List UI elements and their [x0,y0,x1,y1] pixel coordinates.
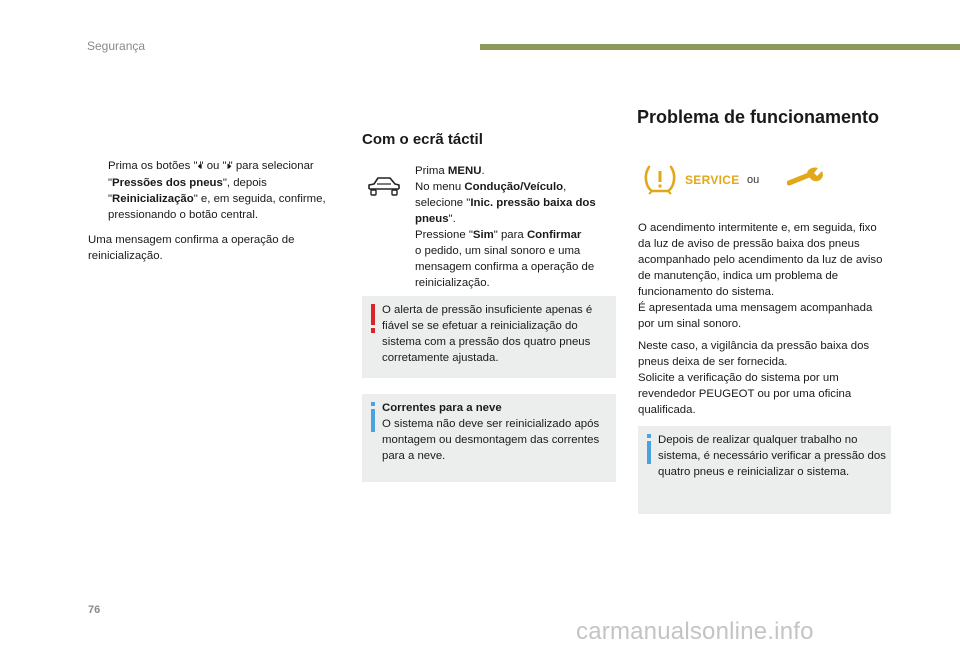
snow-chains-text: O sistema não deve ser reinicializado após montagem ou desmontagem das correntes para a neve. [382,418,600,462]
page-number: 76 [88,604,101,616]
info-icon [646,434,652,464]
warning-text: O alerta de pressão insuficiente apenas é fiável se se efetuar a reinicialização do sistema com a pressão dos quatro pneus corretamente ajustada. [382,304,593,364]
watermark: carmanualsonline.info [576,618,814,645]
next-buttons-icon: ⏵⏵ [226,162,229,171]
reset-info-box [638,426,891,514]
malfunction-heading: Problema de funcionamento [637,107,880,127]
tyre-pressure-warning-icon [643,163,677,195]
snow-chains-info-box [362,394,616,482]
touchscreen-instructions: Prima MENU. No menu Condução/Veículo, selecione "Inic. pressão baixa dos pneus". Pressione "Sim" para Confirmar o pedido, um sinal sonoro e uma mensagem confirma a operação de reinicialização. [415,165,596,289]
touchscreen-heading: Com o ecrã táctil [362,131,483,148]
wrench-service-icon [787,166,827,188]
instruction-bullet: Prima os botões "⏴⏴" ou "⏵⏵" para selecionar "Pressões dos pneus", depois "Reinicialização" e, em seguida, confirme, pressionando o botão central. [108,160,326,221]
service-warning-label: SERVICE [685,173,740,187]
confirmation-paragraph: Uma mensagem confirma a operação de reinicialização. [88,234,295,262]
header-accent-bar [480,44,960,50]
reset-info-text: Depois de realizar qualquer trabalho no sistema, é necessário verificar a pressão dos quatro pneus e reinicializar o sistema. [658,434,886,478]
warning-box [362,296,616,378]
warning-exclamation-icon [370,304,376,334]
info-icon [370,402,376,432]
malfunction-advice: Neste caso, a vigilância da pressão baixa dos pneus deixa de ser fornecida. Solicite a verificação do sistema por um revendedor PEUGEOT ou por uma oficina qualificada. [638,340,870,416]
or-label: ou [747,174,760,186]
malfunction-description: O acendimento intermitente e, em seguida, fixo da luz de aviso de pressão baixa dos pneus acompanhado pelo acendimento da luz de aviso de manutenção, indica um problema de funcionamento do sistema. É apresentada uma mensagem acompanhada por um sinal sonoro. [638,222,883,330]
section-title: Segurança [87,39,146,53]
snow-chains-title: Correntes para a neve [382,402,502,414]
vehicle-menu-icon [366,175,402,197]
prev-buttons-icon: ⏴⏴ [197,162,200,171]
